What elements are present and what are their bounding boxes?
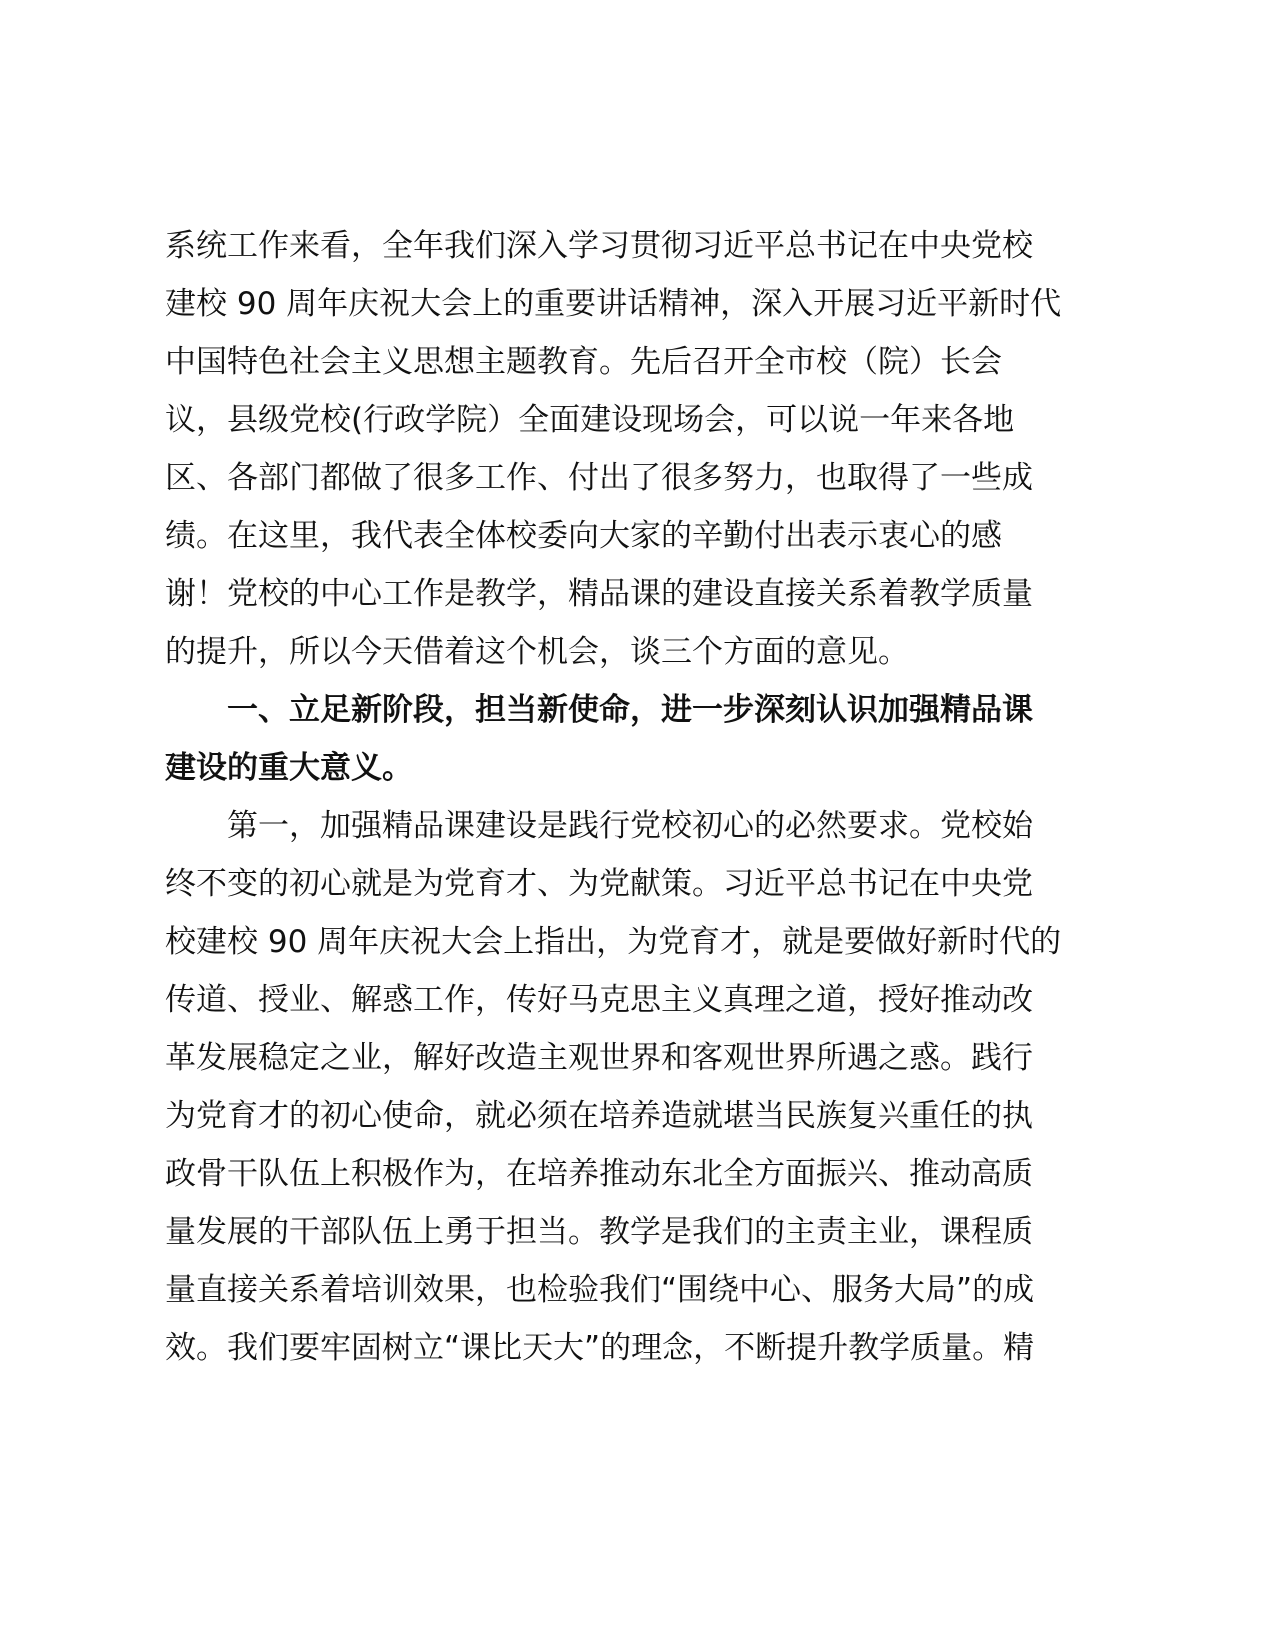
text-line: 效。我们要牢固树立“课比天大”的理念，不断提升教学质量。精 [165,1330,1035,1366]
text-line: 议，县级党校(行政学院）全面建设现场会，可以说一年来各地 [165,402,1015,438]
text-line: 量发展的干部队伍上勇于担当。教学是我们的主责主业，课程质 [165,1214,1033,1250]
text-line: 终不变的初心就是为党育才、为党献策。习近平总书记在中央党 [165,866,1033,902]
text-line: 第一，加强精品课建设是践行党校初心的必然要求。党校始 [227,808,1033,844]
section-heading-line: 建设的重大意义。 [165,750,413,786]
text-line: 政骨干队伍上积极作为，在培养推动东北全方面振兴、推动高质 [165,1156,1033,1192]
text-line: 为党育才的初心使命，就必须在培养造就堪当民族复兴重任的执 [165,1098,1033,1134]
text-line: 革发展稳定之业，解好改造主观世界和客观世界所遇之惑。践行 [165,1040,1033,1076]
text-line: 校建校 90 周年庆祝大会上指出，为党育才，就是要做好新时代的 [165,924,1062,960]
text-line: 量直接关系着培训效果，也检验我们“围绕中心、服务大局”的成 [165,1272,1035,1308]
text-line: 系统工作来看，全年我们深入学习贯彻习近平总书记在中央党校 [165,228,1033,264]
section-heading-line: 一、立足新阶段，担当新使命，进一步深刻认识加强精品课 [227,692,1033,728]
text-line: 绩。在这里，我代表全体校委向大家的辛勤付出表示衷心的感 [165,518,1002,554]
text-line: 传道、授业、解惑工作，传好马克思主义真理之道，授好推动改 [165,982,1033,1018]
text-line: 的提升，所以今天借着这个机会，谈三个方面的意见。 [165,634,909,670]
text-line: 谢！党校的中心工作是教学，精品课的建设直接关系着教学质量 [165,576,1033,612]
text-line: 区、各部门都做了很多工作、付出了很多努力，也取得了一些成 [165,460,1033,496]
text-line: 中国特色社会主义思想主题教育。先后召开全市校（院）长会 [165,344,1002,380]
text-line: 建校 90 周年庆祝大会上的重要讲话精神，深入开展习近平新时代 [165,286,1062,322]
body-text [165,217,1125,1377]
